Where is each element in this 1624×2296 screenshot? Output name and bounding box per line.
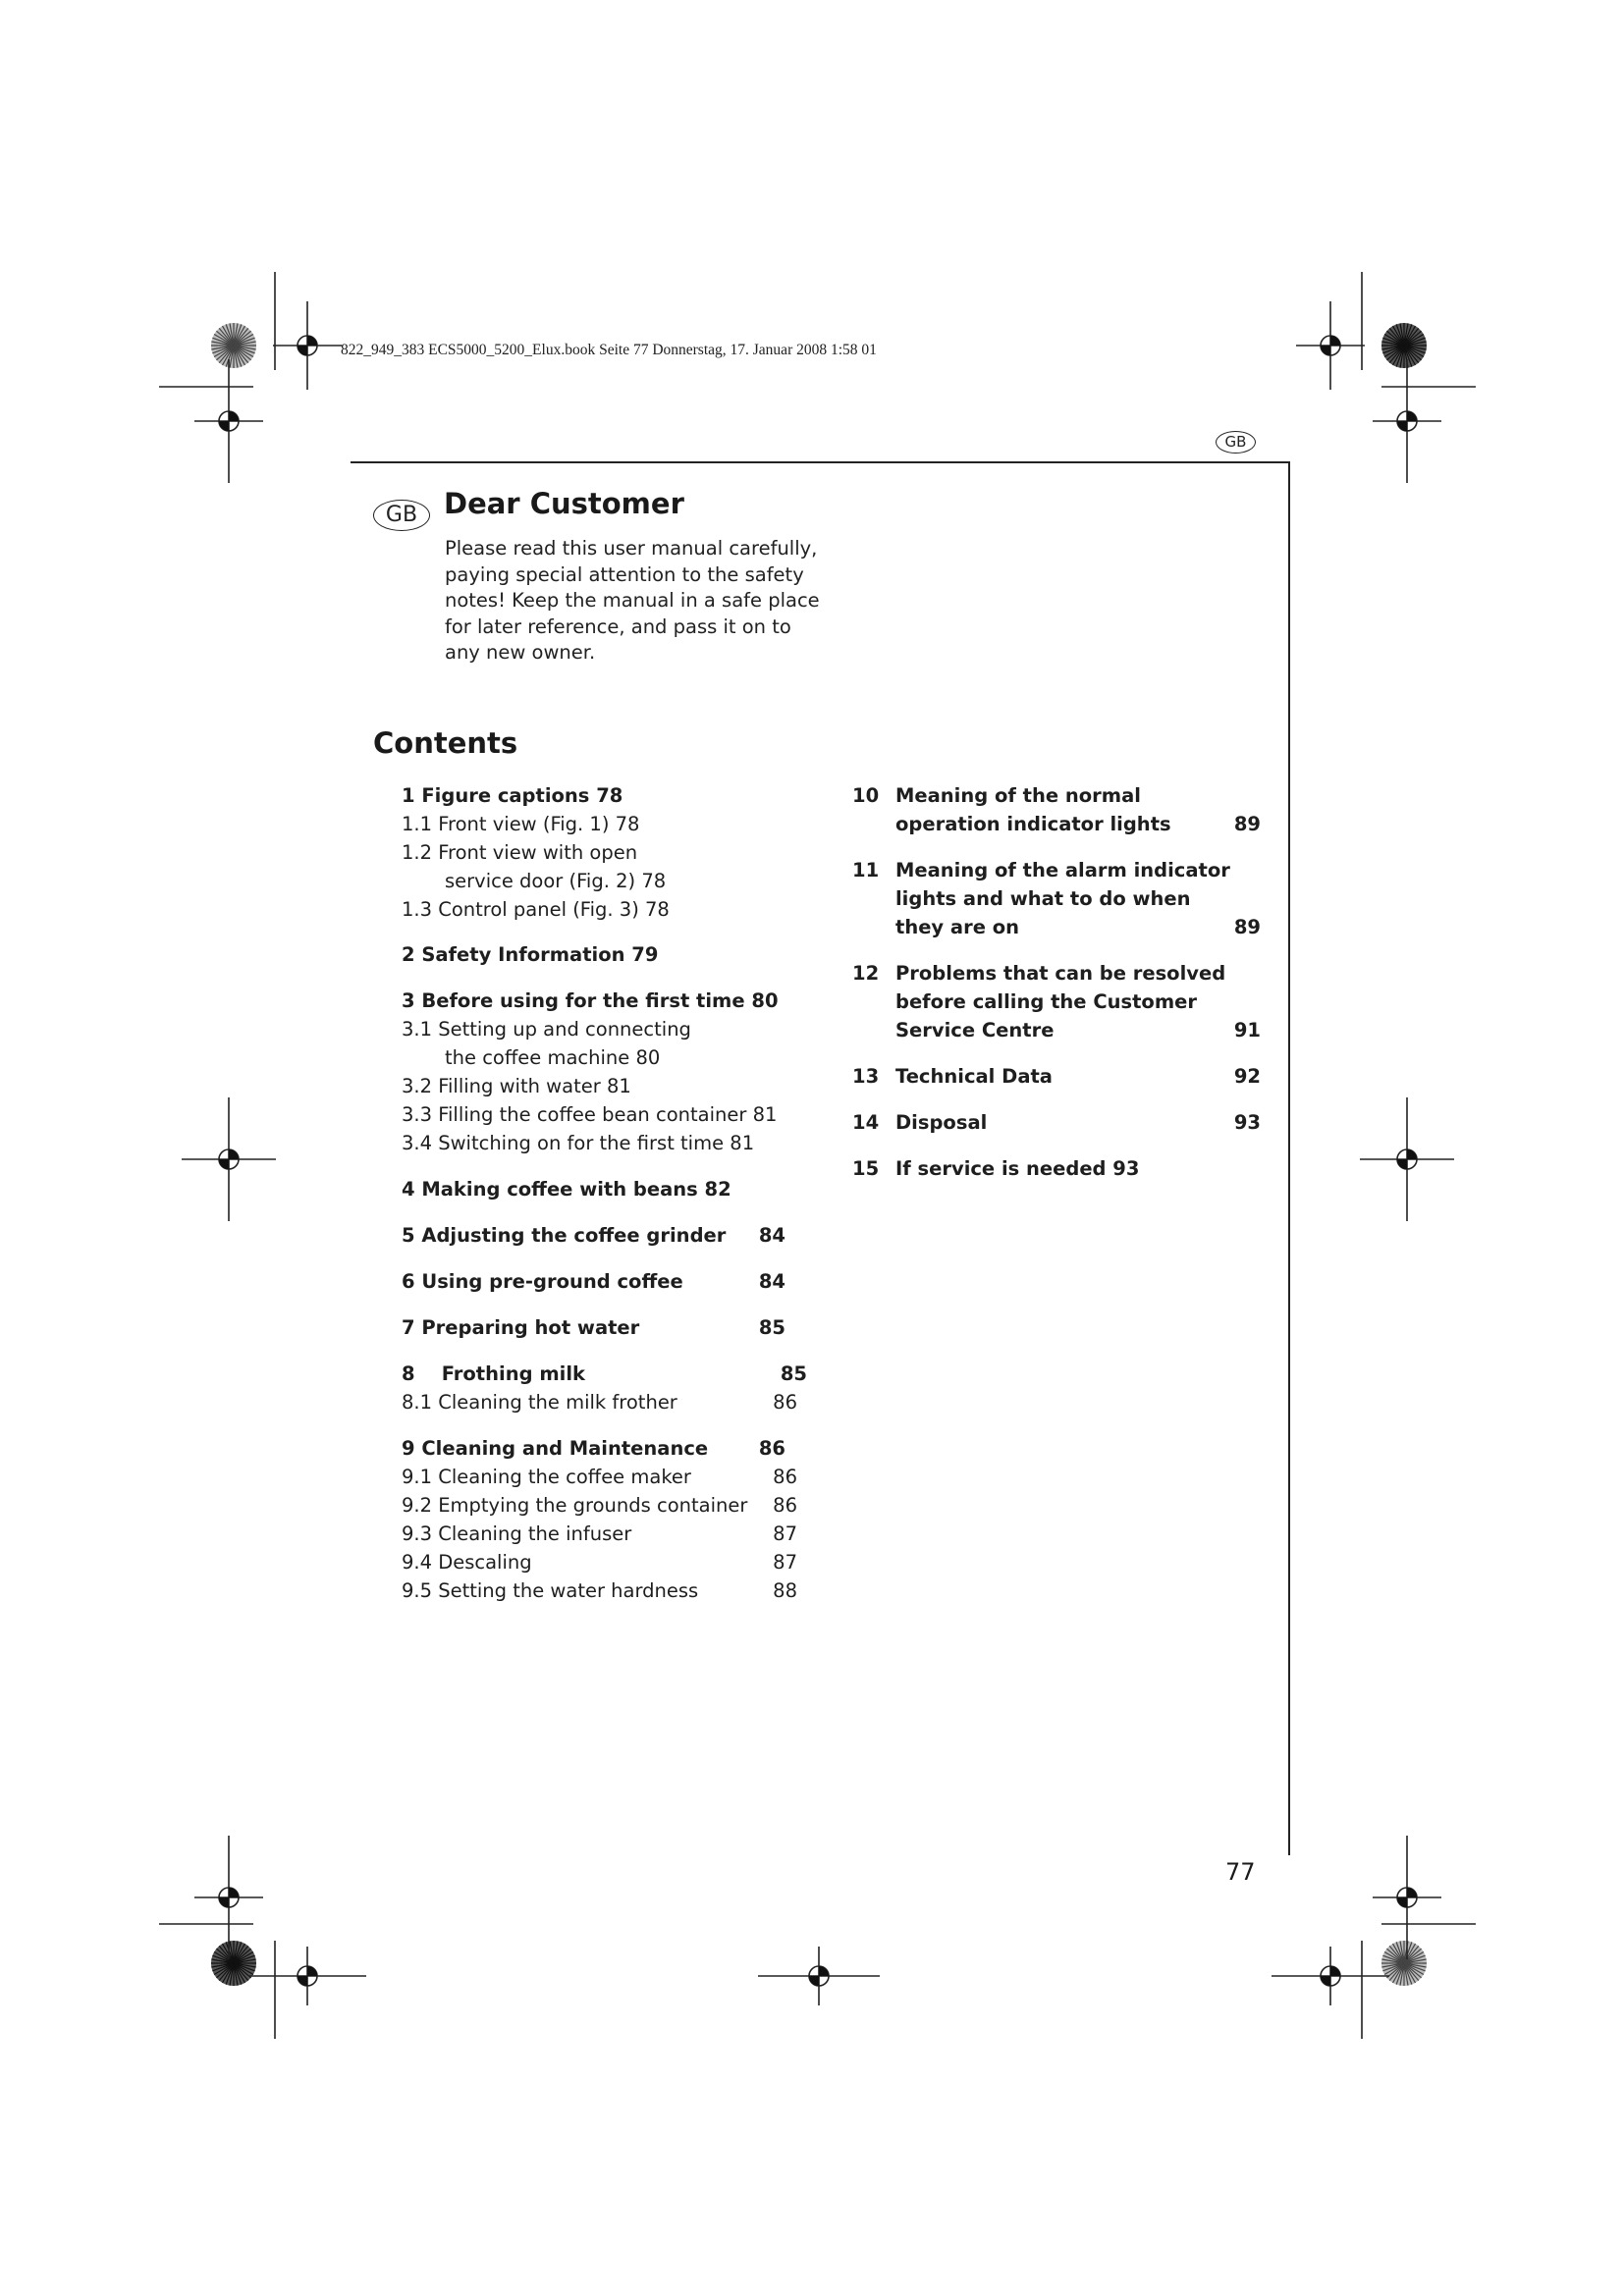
toc-page-9-3: 87 — [773, 1522, 797, 1545]
intro-line: any new owner. — [445, 641, 596, 664]
color-registration-target — [1381, 323, 1427, 368]
toc-entry-10[interactable]: Meaning of the normal — [895, 784, 1141, 807]
intro-line: notes! Keep the manual in a safe place — [445, 589, 820, 612]
registration-crosshair — [194, 359, 263, 483]
registration-crosshair — [1360, 1097, 1454, 1221]
contents-heading: Contents — [373, 726, 518, 760]
intro-line: for later reference, and pass it on to — [445, 614, 791, 638]
margin-rule — [1288, 461, 1290, 1855]
toc-entry-8[interactable]: 8 Frothing milk — [402, 1362, 585, 1385]
toc-number-14: 14 — [852, 1111, 880, 1134]
toc-number-12: 12 — [852, 962, 880, 985]
toc-entry-1-1[interactable]: 1.1 Front view (Fig. 1) 78 — [402, 813, 640, 835]
toc-entry-9-3[interactable]: 9.3 Cleaning the infuser — [402, 1522, 632, 1545]
registration-crosshair — [273, 301, 342, 390]
language-badge-header: GB — [1216, 431, 1256, 454]
toc-page-8: 85 — [780, 1362, 807, 1385]
page-number: 77 — [1225, 1858, 1256, 1886]
header-rule — [351, 461, 1290, 463]
registration-crosshair — [1373, 359, 1441, 483]
toc-entry-12-cont[interactable]: before calling the Customer — [895, 990, 1197, 1013]
toc-number-10: 10 — [852, 784, 880, 807]
toc-entry-14[interactable]: Disposal — [895, 1111, 988, 1134]
toc-entry-3-2[interactable]: 3.2 Filling with water 81 — [402, 1075, 631, 1097]
toc-entry-3[interactable]: 3 Before using for the first time 80 — [402, 989, 779, 1012]
toc-entry-9[interactable]: 9 Cleaning and Maintenance — [402, 1437, 709, 1460]
toc-entry-9-1[interactable]: 9.1 Cleaning the coffee maker — [402, 1466, 691, 1488]
registration-crosshair — [1373, 1836, 1441, 1959]
toc-entry-12[interactable]: Problems that can be resolved — [895, 962, 1226, 985]
toc-entry-11[interactable]: Meaning of the alarm indicator — [895, 859, 1230, 881]
toc-entry-1-3[interactable]: 1.3 Control panel (Fig. 3) 78 — [402, 898, 670, 921]
toc-number-11: 11 — [852, 859, 880, 881]
toc-entry-8-1[interactable]: 8.1 Cleaning the milk frother — [402, 1391, 677, 1414]
toc-entry-11-cont[interactable]: lights and what to do when — [895, 887, 1191, 910]
page-title: Dear Customer — [444, 487, 684, 520]
toc-entry-11-cont[interactable]: they are on — [895, 916, 1019, 938]
toc-entry-7[interactable]: 7 Preparing hot water — [402, 1316, 640, 1339]
print-slug-line: 822_949_383 ECS5000_5200_Elux.book Seite 77 Donnerstag, 17. Januar 2008 1:58 01 — [341, 342, 877, 358]
toc-entry-1[interactable]: 1 Figure captions 78 — [402, 784, 623, 807]
toc-entry-3-1[interactable]: 3.1 Setting up and connecting — [402, 1018, 691, 1041]
registration-crosshair — [758, 1947, 880, 2005]
language-badge: GB — [373, 500, 430, 531]
registration-crosshair — [1272, 1947, 1389, 2005]
toc-page-9-1: 86 — [773, 1466, 797, 1488]
toc-entry-9-2[interactable]: 9.2 Emptying the grounds container — [402, 1494, 748, 1517]
color-registration-target — [211, 1941, 256, 1986]
toc-entry-1-2[interactable]: 1.2 Front view with open — [402, 841, 638, 864]
toc-entry-3-4[interactable]: 3.4 Switching on for the first time 81 — [402, 1132, 755, 1154]
toc-number-15: 15 — [852, 1157, 880, 1180]
toc-page-5: 84 — [758, 1224, 785, 1247]
toc-entry-9-5[interactable]: 9.5 Setting the water hardness — [402, 1579, 699, 1602]
intro-paragraph — [445, 536, 838, 667]
toc-entry-13[interactable]: Technical Data — [895, 1065, 1053, 1088]
registration-crosshair — [1296, 301, 1365, 390]
registration-crosshair — [194, 1836, 263, 1959]
toc-entry-2[interactable]: 2 Safety Information 79 — [402, 943, 659, 966]
color-registration-target — [211, 323, 256, 368]
toc-entry-3-3[interactable]: 3.3 Filling the coffee bean container 81 — [402, 1103, 778, 1126]
toc-page-9: 86 — [758, 1437, 785, 1460]
toc-entry-12-cont[interactable]: Service Centre — [895, 1019, 1055, 1041]
toc-entry-10-cont[interactable]: operation indicator lights — [895, 813, 1171, 835]
toc-page-7: 85 — [758, 1316, 785, 1339]
toc-page-9-4: 87 — [773, 1551, 797, 1574]
toc-number-13: 13 — [852, 1065, 880, 1088]
toc-page-9-5: 88 — [773, 1579, 797, 1602]
toc-entry-3-1-cont[interactable]: the coffee machine 80 — [445, 1046, 661, 1069]
toc-entry-5[interactable]: 5 Adjusting the coffee grinder — [402, 1224, 727, 1247]
toc-page-11: 89 — [1233, 916, 1261, 938]
toc-page-8-1: 86 — [773, 1391, 797, 1414]
toc-page-9-2: 86 — [773, 1494, 797, 1517]
registration-crosshair — [182, 1097, 276, 1221]
registration-crosshair — [248, 1947, 366, 2005]
toc-page-13: 92 — [1233, 1065, 1261, 1088]
toc-page-10: 89 — [1233, 813, 1261, 835]
toc-entry-1-2-cont[interactable]: service door (Fig. 2) 78 — [445, 870, 667, 892]
toc-entry-4[interactable]: 4 Making coffee with beans 82 — [402, 1178, 731, 1201]
toc-page-14: 93 — [1233, 1111, 1261, 1134]
toc-entry-9-4[interactable]: 9.4 Descaling — [402, 1551, 532, 1574]
toc-entry-15[interactable]: If service is needed 93 — [895, 1157, 1140, 1180]
toc-entry-6[interactable]: 6 Using pre-ground coffee — [402, 1270, 683, 1293]
toc-page-6: 84 — [758, 1270, 785, 1293]
intro-line: Please read this user manual carefully, — [445, 537, 818, 560]
intro-line: paying special attention to the safety — [445, 562, 804, 586]
toc-page-12: 91 — [1233, 1019, 1261, 1041]
color-registration-target — [1381, 1941, 1427, 1986]
